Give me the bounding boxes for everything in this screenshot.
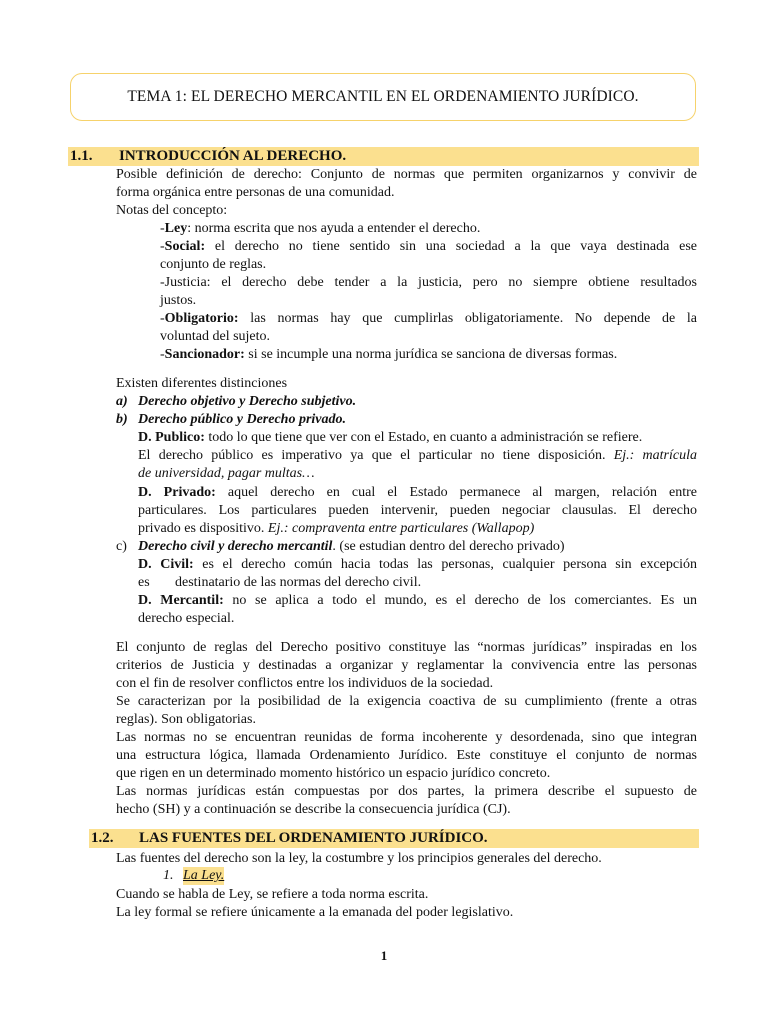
paragraph-line: que rigen en un determinado momento histórico un espacio jurídico concreto.: [116, 766, 551, 781]
section-number: 1.2.: [91, 830, 114, 846]
list-marker: c): [116, 539, 127, 554]
d-privado-line: [138, 484, 697, 502]
note-sancionador: -Sancionador: si se incumple una norma jurídica se sanciona de diversas formas.: [160, 347, 618, 362]
note-text-cont: justos.: [160, 293, 197, 308]
paragraph-line: La ley formal se refiere únicamente a la emanada del poder legislativo.: [116, 905, 514, 920]
list-item-la-ley: La Ley.: [183, 868, 225, 883]
note-label: Sancionador:: [164, 347, 245, 362]
paragraph-line: una estructura lógica, llamada Ordenamiento Jurídico. Este constituye el conjunto de normas: [116, 748, 697, 763]
example-text: Ej.: compraventa entre particulares (Wallapop): [267, 521, 535, 536]
note-text: si se incumple una norma jurídica se sanciona de diversas formas.: [244, 347, 618, 362]
note-justicia: -Justicia: el derecho debe tender a la justicia, pero no siempre obtiene resultados: [160, 275, 697, 290]
term-text: privado es dispositivo.: [138, 521, 268, 536]
list-marker: a): [116, 394, 128, 409]
paragraph-line: con el fin de resolver conflictos entre los individuos de la sociedad.: [116, 676, 494, 691]
paragraph-line: El conjunto de reglas del Derecho positivo constituye las “normas jurídicas” inspiradas en los: [116, 640, 697, 655]
page-number: 1: [380, 948, 388, 963]
document-title: TEMA 1: EL DERECHO MERCANTIL EN EL ORDENAMIENTO JURÍDICO.: [70, 73, 696, 121]
distinction-c-title: Derecho civil y derecho mercantil: [138, 539, 333, 554]
notes-heading: Notas del concepto:: [116, 203, 228, 218]
note-text-cont: voluntad del sujeto.: [160, 329, 271, 344]
term-text: es: [138, 575, 150, 590]
distinctions-intro: Existen diferentes distinciones: [116, 376, 288, 391]
term-text: destinatario de las normas del derecho civil.: [175, 575, 422, 590]
paragraph-line: hecho (SH) y a continuación se describe la consecuencia jurídica (CJ).: [116, 802, 511, 817]
note-obligatorio: -Obligatorio: las normas hay que cumplirlas obligatoriamente. No depende de la: [160, 311, 697, 326]
section-title: INTRODUCCIÓN AL DERECHO.: [119, 148, 347, 164]
d-privado-line: particulares. Los particulares pueden intervenir, pueden negociar clausulas. El derecho: [138, 503, 697, 518]
distinction-a: Derecho objetivo y Derecho subjetivo.: [138, 394, 357, 409]
term-label: D. Publico:: [138, 430, 205, 445]
paragraph-line: Se caracterizan por la posibilidad de la exigencia coactiva de su cumplimiento (frente a otras: [116, 694, 697, 709]
list-marker: 1.: [163, 868, 174, 883]
paragraph-line: Cuando se habla de Ley, se refiere a toda norma escrita.: [116, 887, 429, 902]
section-title: LAS FUENTES DEL ORDENAMIENTO JURÍDICO.: [139, 830, 488, 846]
section-heading-1-1: [68, 147, 699, 166]
term-text: todo lo que tiene que ver con el Estado, en cuanto a administración se refiere.: [204, 430, 643, 445]
paragraph-line: Las fuentes del derecho son la ley, la costumbre y los principios generales del derecho.: [116, 851, 602, 866]
d-privado-line: [138, 520, 534, 538]
paragraph-line: Las normas jurídicas están compuestas por dos partes, la primera describe el supuesto de: [116, 784, 697, 799]
note-text: : norma escrita que nos ayuda a entender el derecho.: [187, 221, 481, 236]
note-label: Social:: [164, 239, 206, 254]
definition-line: Posible definición de derecho: Conjunto de normas que permiten organizarnos y convivir de: [116, 167, 697, 182]
list-marker: b): [116, 412, 128, 427]
definition-line: forma orgánica entre personas de una comunidad.: [116, 185, 395, 200]
term-label: D. Privado:: [138, 485, 216, 500]
term-text: derecho especial.: [138, 611, 235, 626]
note-text: el derecho no tiene sentido sin una sociedad a la que vaya destinada ese: [205, 239, 697, 254]
note-social: -Social: el derecho no tiene sentido sin una sociedad a la que vaya destinada ese: [160, 239, 697, 254]
distinction-b: Derecho público y Derecho privado.: [138, 412, 347, 427]
term-label: D. Civil:: [138, 557, 194, 572]
note-text-cont: conjunto de reglas.: [160, 257, 267, 272]
term-text: aquel derecho en cual el Estado permanece al margen, relación entre: [215, 485, 698, 500]
term-label: D. Mercantil:: [138, 593, 224, 608]
note-ley: -Ley: norma escrita que nos ayuda a entender el derecho.: [160, 221, 481, 236]
example-text: Ej.: matrícula: [613, 448, 697, 463]
note-text: las normas hay que cumplirlas obligatoriamente. No depende de la: [238, 311, 697, 326]
term-text: es el derecho común hacia todas las personas, cualquier persona sin excepción: [193, 557, 697, 572]
paragraph-line: reglas). Son obligatorias.: [116, 712, 256, 727]
paragraph-line: Las normas no se encuentran reunidas de forma incoherente y desordenada, sino que integran: [116, 730, 697, 745]
example-text: de universidad, pagar multas…: [138, 466, 315, 481]
paragraph-line: criterios de Justicia y destinadas a organizar y reglamentar la convivencia entre las personas: [116, 658, 697, 673]
note-label: Obligatorio:: [164, 311, 239, 326]
d-publico-line: [138, 429, 642, 447]
distinction-c: [138, 538, 565, 556]
d-civil-line: [138, 556, 697, 574]
note-label: Ley: [164, 221, 188, 236]
distinction-c-note: . (se estudian dentro del derecho privado): [332, 539, 565, 554]
section-heading-1-2: [89, 829, 699, 848]
d-mercantil-line: [138, 592, 697, 610]
term-text: El derecho público es imperativo ya que el particular no tiene disposición.: [138, 448, 614, 463]
section-number: 1.1.: [70, 148, 93, 164]
d-publico-line: [138, 447, 697, 465]
term-text: no se aplica a todo el mundo, es el derecho de los comerciantes. Es un: [223, 593, 697, 608]
